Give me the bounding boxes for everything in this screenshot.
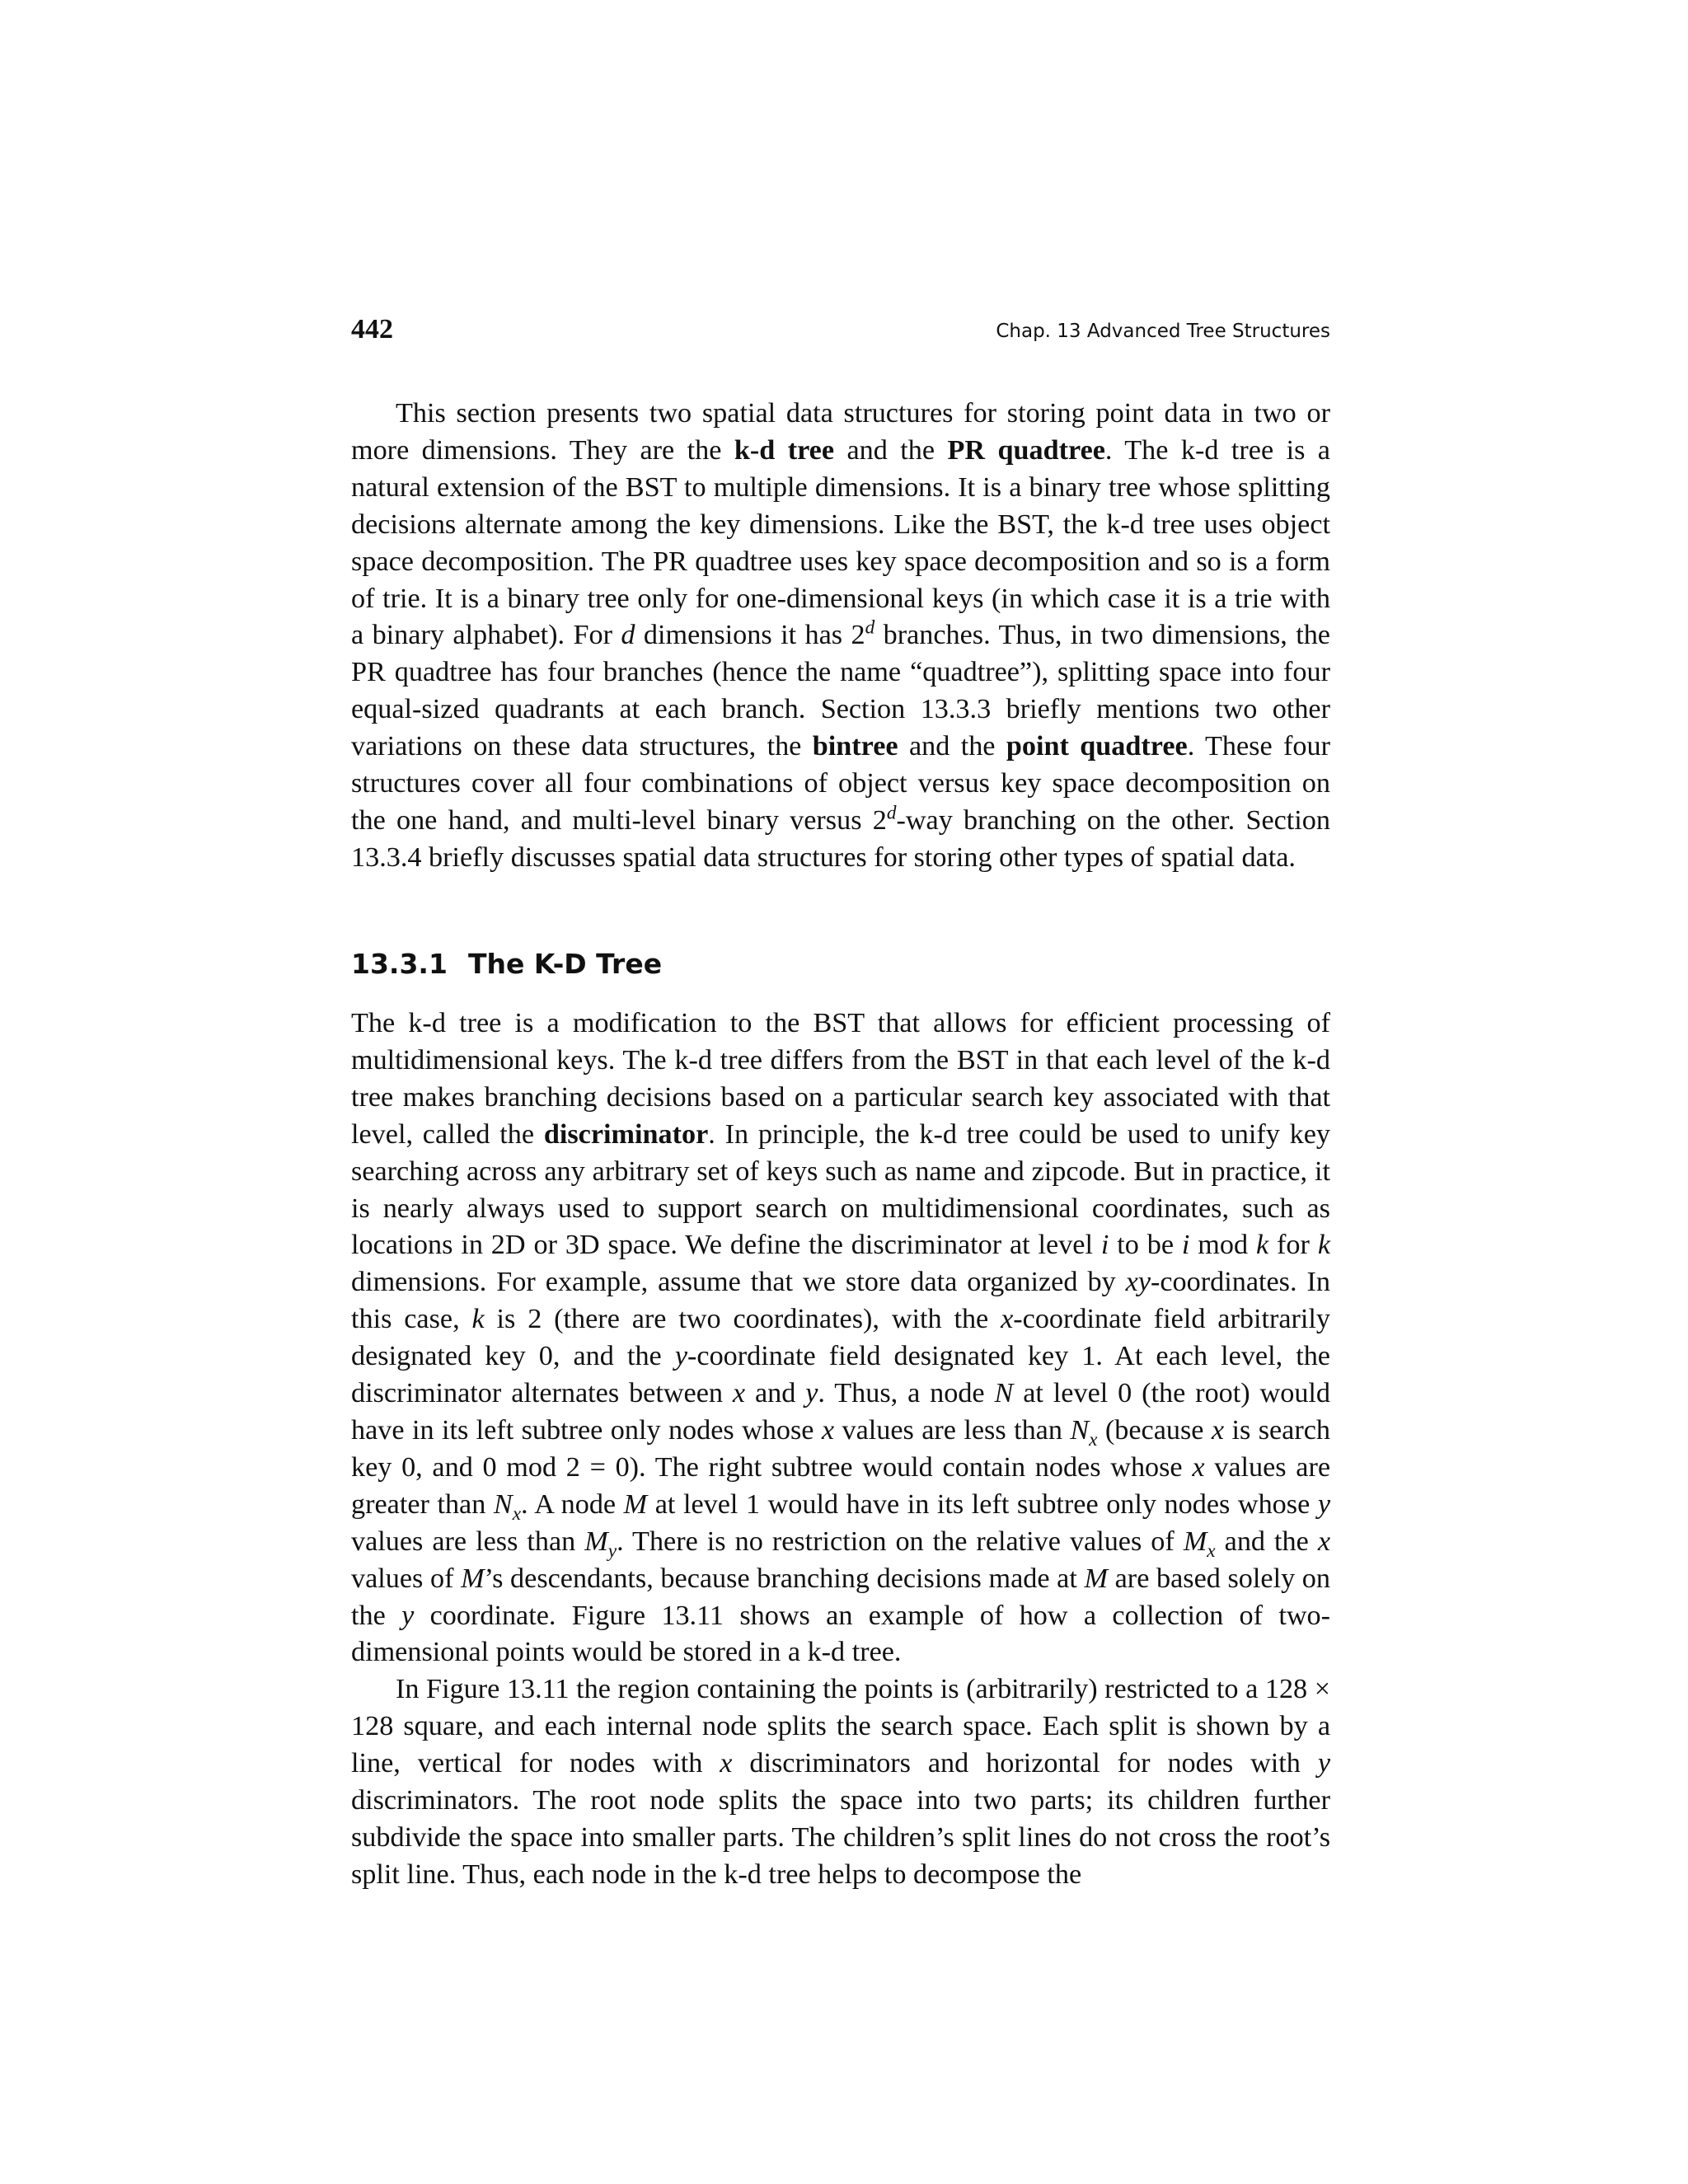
term-discriminator: discriminator: [543, 1118, 709, 1150]
section-title: The K-D Tree: [468, 948, 663, 980]
kd-tree-paragraph: The k-d tree is a modification to the BST that allows for efficient processing of multidimensional keys. The k-d tree differs from the BST in that each level of the k-d tree makes branching decisions based on a particular search key associated with that level, called the discriminator. In principle, the k-d tree could be used to unify key searching across any arbitrary set of keys such as name and zipcode. But in practice, it is nearly always used to support search on multidimensional coordinates, such as locations in 2D or 3D space. We define the discriminator at level i to be i mod k for k dimensions. For example, assume that we store data organized by xy-coordinates. In this case, k is 2 (there are two coordinates), with the x-coordinate field arbitrarily designated key 0, and the y-coordinate field designated key 1. At each level, the discriminator alternates between x and y. Thus, a node N at level 0 (the root) would have in its left subtree only nodes whose x values are less than $N_x$ (because x is search key 0, and 0 mod 2 = 0). The right subtree would contain nodes whose x values are greater than $N_x$. A node M at level 1 would have in its left subtree only nodes whose y values are less than $M_y$. There is no restriction on the relative values of $M_x$ and the x values of M’s descendants, because branching decisions made at M are based solely on the y coordinate. Figure 13.11 shows an example of how a collection of two-dimensional points would be stored in a k-d tree.: [351, 1008, 1331, 1668]
term-kd-tree: k-d tree: [734, 434, 835, 466]
figure-description-paragraph: In Figure 13.11 the region containing the points is (arbitrarily) restricted to a 128 × 128 square, and each internal node splits the search space. Each split is shown by a line, vertical for nodes with x discriminators and horizontal for nodes with y discriminators. The root node splits the space into two parts; its children further subdivide the space into smaller parts. The children’s split lines do not cross the root’s split line. Thus, each node in the k-d tree helps to decompose the: [351, 1674, 1330, 1890]
term-point-quadtree: point quadtree: [1006, 731, 1188, 762]
intro-paragraph: This section presents two spatial data structures for storing point data in two or more dimensions. They are the k-d tree and the PR quadtree. The k-d tree is a natural extension of the BST to multiple dimensions. It is a binary tree whose splitting decisions alternate among the key dimensions. Like the BST, the k-d tree uses object space decomposition. The PR quadtree uses key space decomposition and so is a form of trie. It is a binary tree only for one-dimensional keys (in which case it is a trie with a binary alphabet). For d dimensions it has 2$^d$ branches. Thus, in two dimensions, the PR quadtree has four branches (hence the name “quadtree”), splitting space into four equal-sized quadrants at each branch. Section 13.3.3 briefly mentions two other variations on these data structures, the bintree and the point quadtree. These four structures cover all four combinations of object versus key space decomposition on the one hand, and multi-level binary versus 2$^d$-way branching on the other. Section 13.3.4 briefly discusses spatial data structures for storing other types of spatial data.: [351, 398, 1330, 873]
section-number: 13.3.1: [351, 948, 448, 980]
intro-paragraph-block: [351, 396, 1330, 877]
term-bintree: bintree: [812, 731, 898, 762]
term-pr-quadtree: PR quadtree: [947, 434, 1105, 466]
page-number: 442: [351, 314, 393, 344]
page-header: [351, 314, 1330, 355]
section-body: [351, 1005, 1330, 1894]
running-head: Chap. 13 Advanced Tree Structures: [996, 321, 1330, 342]
section-heading: [351, 948, 662, 980]
